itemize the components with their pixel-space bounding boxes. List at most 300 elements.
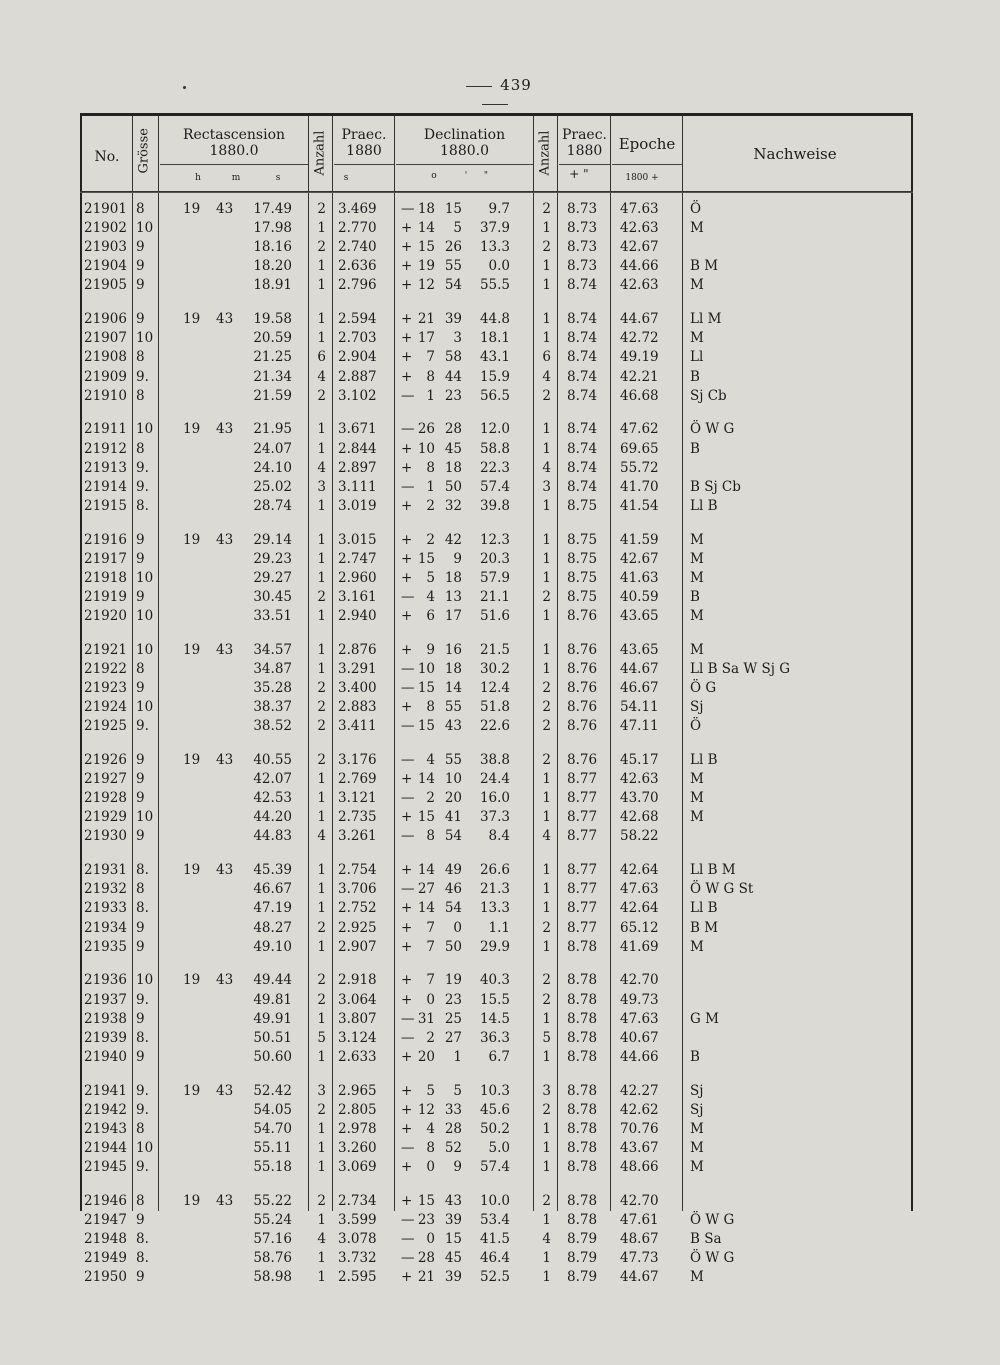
cell-ds: 0.0 [488,258,510,275]
cell-no: 21911 [84,421,127,438]
rule-dec-n [533,116,534,1211]
cell-mag: 10 [136,699,154,716]
cell-no: 21902 [84,220,127,237]
cell-dm: 18 [444,660,462,677]
cell-ref: Ll B [690,900,718,917]
cell-sign: + [401,641,413,658]
cell-sign: + [401,1159,413,1175]
cell-s: 21.25 [253,349,292,366]
cell-p: 2.703 [338,330,377,347]
cell-sign: — [401,1139,415,1156]
cell-ref: M [690,1269,704,1286]
cell-ds: 8.4 [488,828,510,845]
cell-pd: 8.74 [567,387,598,404]
cell-h: 19 [183,311,201,328]
cell-d: 8 [426,699,435,716]
cell-pd: 8.77 [567,919,598,936]
cell-dm: 25 [444,1010,462,1027]
cell-n: 1 [317,809,326,826]
cell-ds: 12.3 [479,531,510,548]
cell-ds: 36.3 [479,1029,510,1046]
cell-mag: 9 [136,258,145,275]
cell-no: 21934 [84,919,127,936]
cell-s: 19.58 [253,311,292,328]
cell-dm: 55 [444,258,462,275]
cell-pd: 8.73 [567,239,598,256]
cell-s: 34.87 [253,660,292,677]
cell-ref: M [690,608,704,624]
cell-s: 42.07 [253,771,292,788]
cell-p: 3.469 [338,201,377,217]
cell-s: 49.91 [253,1010,292,1027]
cell-ds: 38.8 [479,752,510,768]
header-ra-epoch: 1880.0 [209,143,259,159]
cell-ep: 42.68 [620,809,659,826]
cell-n2: 1 [542,1139,551,1156]
cell-pd: 8.77 [567,771,598,788]
cell-ref: B [690,588,700,605]
cell-ds: 37.3 [479,809,510,826]
cell-pd: 8.76 [567,608,598,624]
cell-n: 1 [317,220,326,237]
cell-pd: 8.75 [567,550,598,567]
cell-pd: 8.78 [567,938,598,955]
cell-ds: 26.6 [479,862,510,879]
cell-p: 2.734 [338,1192,377,1209]
cell-no: 21901 [84,201,127,217]
cell-s: 28.74 [253,497,292,514]
header-anzahl-2: Anzahl [537,130,553,176]
cell-ds: 51.6 [479,608,510,624]
cell-pd: 8.74 [567,311,598,328]
cell-pd: 8.79 [567,1231,598,1247]
page-number: 439 [440,76,550,112]
cell-mag: 8 [136,1120,145,1137]
cell-mag: 9 [136,938,145,955]
cell-ds: 37.9 [479,220,510,237]
cell-n: 2 [317,1192,326,1209]
cell-p: 3.078 [338,1231,377,1247]
cell-n: 5 [317,1029,326,1046]
cell-n2: 1 [542,660,551,677]
cell-ref: M [690,938,704,955]
cell-s: 34.57 [253,641,292,658]
cell-mag: 9. [136,478,149,495]
cell-p: 2.907 [338,938,377,955]
cell-sign: + [401,972,413,989]
cell-p: 3.064 [338,991,377,1008]
cell-n: 1 [317,1139,326,1156]
cell-ep: 42.72 [620,330,659,347]
header-anzahl: Anzahl [312,130,328,176]
cell-ep: 42.67 [620,239,659,256]
cell-mag: 8 [136,387,145,404]
cell-dm: 15 [444,201,462,217]
cell-ds: 13.3 [479,239,510,256]
cell-d: 14 [417,900,435,917]
cell-n2: 1 [542,497,551,514]
cell-ref: Ö [690,201,702,217]
cell-pd: 8.77 [567,828,598,845]
cell-ds: 57.4 [479,478,510,495]
header-praec-dec-year: 1880 [566,143,603,159]
cell-no: 21922 [84,660,127,677]
cell-pd: 8.78 [567,1010,598,1027]
cell-ds: 58.8 [479,440,510,457]
cell-ds: 53.4 [479,1211,510,1228]
cell-ref: Sj [690,1101,704,1118]
cell-no: 21906 [84,311,127,328]
cell-d: 7 [426,919,435,936]
cell-n2: 1 [542,790,551,807]
cell-p: 3.161 [338,588,377,605]
cell-no: 21941 [84,1082,127,1099]
cell-n: 1 [317,311,326,328]
cell-n: 4 [317,368,326,385]
cell-s: 18.16 [253,239,292,256]
cell-d: 15 [417,718,435,735]
header-praec-dec-unit: + " [569,167,589,181]
header-no: No. [94,149,120,165]
rule-ra-n [308,116,309,1211]
cell-p: 2.960 [338,569,377,586]
cell-n: 2 [317,699,326,716]
cell-mag: 9 [136,239,145,256]
header-praec-dec: Praec. [561,127,608,143]
cell-dm: 13 [444,588,462,605]
cell-no: 21945 [84,1159,127,1175]
cell-h: 19 [183,531,201,548]
cell-sign: — [401,201,415,217]
cell-dm: 20 [444,790,462,807]
cell-m: 43 [216,862,234,879]
cell-n2: 1 [542,311,551,328]
cell-ep: 69.65 [620,440,659,457]
cell-no: 21942 [84,1101,127,1118]
cell-h: 19 [183,641,201,658]
cell-pd: 8.79 [567,1269,598,1286]
cell-n: 2 [317,588,326,605]
cell-s: 58.76 [253,1250,292,1267]
cell-sign: — [401,828,415,845]
header-praec-ra: Praec. [341,127,387,143]
cell-s: 58.98 [253,1269,292,1286]
cell-ep: 45.17 [620,752,659,768]
cell-ep: 54.11 [620,699,659,716]
cell-ds: 21.3 [479,881,510,898]
rule-no-mag [132,116,133,1211]
rule-ep-ref [682,116,683,1211]
cell-p: 2.876 [338,641,377,658]
header-rule-2 [80,192,913,193]
cell-ref: Ll [690,349,704,366]
rule-left [80,116,82,1211]
cell-ref: M [690,531,704,548]
cell-ep: 70.76 [620,1120,659,1137]
cell-dm: 9 [453,1159,462,1175]
header-praec-ra-year: 1880 [346,143,382,159]
cell-mag: 8 [136,440,145,457]
cell-ds: 6.7 [488,1048,510,1065]
cell-n2: 2 [542,588,551,605]
cell-no: 21907 [84,330,127,347]
cell-no: 21937 [84,991,127,1008]
cell-pd: 8.75 [567,569,598,586]
cell-ep: 47.63 [620,201,659,217]
cell-p: 2.595 [338,1269,377,1286]
cell-d: 1 [426,387,435,404]
cell-dm: 26 [444,239,462,256]
cell-p: 3.069 [338,1159,377,1175]
cell-no: 21917 [84,550,127,567]
cell-ep: 42.64 [620,900,659,917]
cell-s: 21.59 [253,387,292,404]
cell-ep: 43.70 [620,790,659,807]
cell-d: 7 [426,349,435,366]
cell-n2: 3 [542,478,551,495]
cell-n: 1 [317,1211,326,1228]
cell-p: 2.965 [338,1082,377,1099]
cell-n: 1 [317,790,326,807]
cell-ep: 42.70 [620,1192,659,1209]
cell-s: 50.60 [253,1048,292,1065]
cell-n: 2 [317,239,326,256]
cell-d: 27 [417,881,435,898]
rule-praecdec-ep [610,116,611,1211]
cell-sign: — [401,752,415,768]
cell-sign: + [401,919,413,936]
cell-s: 55.24 [253,1211,292,1228]
cell-n: 2 [317,387,326,404]
cell-n2: 2 [542,972,551,989]
cell-n2: 1 [542,1159,551,1175]
cell-sign: — [401,680,415,696]
cell-p: 3.807 [338,1010,377,1027]
cell-ep: 42.70 [620,972,659,989]
cell-ref: Ll B [690,752,718,768]
cell-sign: + [401,1120,413,1137]
cell-n: 1 [317,277,326,294]
cell-s: 38.37 [253,699,292,716]
cell-pd: 8.76 [567,752,598,768]
cell-p: 3.176 [338,752,377,768]
cell-h: 19 [183,201,201,217]
cell-n2: 2 [542,680,551,696]
cell-s: 33.51 [253,608,292,624]
cell-dm: 58 [444,349,462,366]
cell-n2: 1 [542,1250,551,1267]
cell-m: 43 [216,531,234,548]
cell-ds: 44.8 [479,311,510,328]
cell-no: 21903 [84,239,127,256]
header-dec-deg: o [431,171,437,181]
cell-d: 15 [417,550,435,567]
cell-no: 21929 [84,809,127,826]
cell-pd: 8.74 [567,277,598,294]
cell-s: 55.18 [253,1159,292,1175]
cell-ref: M [690,771,704,788]
cell-dm: 54 [444,828,462,845]
cell-d: 12 [417,1101,435,1118]
cell-n: 1 [317,608,326,624]
cell-mag: 9. [136,459,149,476]
cell-ds: 40.3 [479,972,510,989]
cell-n2: 1 [542,1120,551,1137]
cell-d: 8 [426,1139,435,1156]
cell-sign: — [401,478,415,495]
cell-no: 21904 [84,258,127,275]
cell-no: 21935 [84,938,127,955]
cell-n2: 2 [542,752,551,768]
cell-d: 17 [417,330,435,347]
cell-dm: 43 [444,718,462,735]
cell-d: 0 [426,1159,435,1175]
cell-h: 19 [183,862,201,879]
cell-ep: 42.27 [620,1082,659,1099]
cell-p: 2.633 [338,1048,377,1065]
cell-ref: B M [690,919,719,936]
rule-praec-dec [394,116,395,1211]
cell-ref: M [690,220,704,237]
cell-mag: 10 [136,1139,154,1156]
cell-s: 30.45 [253,588,292,605]
cell-ds: 18.1 [479,330,510,347]
cell-no: 21926 [84,752,127,768]
cell-p: 3.599 [338,1211,377,1228]
cell-sign: — [401,1231,415,1247]
cell-n2: 1 [542,277,551,294]
cell-dm: 18 [444,459,462,476]
cell-dm: 39 [444,311,462,328]
cell-ep: 43.67 [620,1139,659,1156]
cell-sign: — [401,660,415,677]
cell-m: 43 [216,1082,234,1099]
cell-p: 2.904 [338,349,377,366]
cell-d: 2 [426,790,435,807]
cell-n2: 2 [542,239,551,256]
cell-dm: 9 [453,550,462,567]
cell-ep: 47.63 [620,1010,659,1027]
rule-n-praecdec [557,116,558,1211]
cell-pd: 8.78 [567,1159,598,1175]
cell-pd: 8.73 [567,220,598,237]
cell-p: 3.111 [338,478,377,495]
cell-ref: M [690,277,704,294]
cell-p: 2.752 [338,900,377,917]
print-dot [183,86,186,89]
cell-no: 21936 [84,972,127,989]
cell-p: 2.897 [338,459,377,476]
cell-m: 43 [216,752,234,768]
cell-p: 2.978 [338,1120,377,1137]
cell-n: 1 [317,440,326,457]
cell-ds: 1.1 [488,919,510,936]
cell-mag: 8 [136,881,145,898]
cell-s: 35.28 [253,680,292,696]
cell-sign: + [401,569,413,586]
cell-dm: 17 [444,608,462,624]
cell-ds: 30.2 [479,660,510,677]
cell-sign: + [401,258,413,275]
cell-pd: 8.74 [567,440,598,457]
cell-mag: 8. [136,862,149,879]
cell-sign: + [401,991,413,1008]
cell-n2: 1 [542,881,551,898]
cell-p: 3.121 [338,790,377,807]
cell-p: 2.805 [338,1101,377,1118]
cell-dm: 27 [444,1029,462,1046]
header-epoche-unit: 1800 + [625,173,659,183]
cell-n2: 4 [542,1231,551,1247]
cell-ep: 43.65 [620,608,659,624]
cell-s: 47.19 [253,900,292,917]
cell-n2: 1 [542,1211,551,1228]
cell-n: 1 [317,641,326,658]
cell-s: 20.59 [253,330,292,347]
cell-mag: 10 [136,809,154,826]
cell-dm: 18 [444,569,462,586]
cell-pd: 8.75 [567,531,598,548]
cell-mag: 8. [136,900,149,917]
cell-d: 10 [417,660,435,677]
cell-no: 21949 [84,1250,127,1267]
cell-pd: 8.78 [567,1211,598,1228]
cell-ref: Sj [690,699,704,716]
cell-d: 8 [426,828,435,845]
cell-no: 21943 [84,1120,127,1137]
cell-ds: 5.0 [488,1139,510,1156]
header-nachweise: Nachweise [753,145,837,163]
cell-ds: 46.4 [479,1250,510,1267]
cell-no: 21946 [84,1192,127,1209]
cell-dm: 32 [444,497,462,514]
cell-mag: 9. [136,991,149,1008]
cell-ds: 45.6 [479,1101,510,1118]
cell-n: 1 [317,1269,326,1286]
cell-n2: 1 [542,258,551,275]
cell-n: 6 [317,349,326,366]
cell-ep: 43.65 [620,641,659,658]
cell-mag: 9. [136,368,149,385]
cell-sign: + [401,771,413,788]
header-dec-epoch: 1880.0 [440,143,489,159]
cell-ref: Ö W G [690,1211,735,1228]
cell-pd: 8.76 [567,680,598,696]
cell-s: 55.11 [253,1139,292,1156]
cell-n: 1 [317,1159,326,1175]
cell-s: 49.81 [253,991,292,1008]
cell-pd: 8.78 [567,1192,598,1209]
cell-no: 21918 [84,569,127,586]
cell-ep: 41.69 [620,938,659,955]
cell-ref: Ll B [690,497,718,514]
cell-d: 15 [417,680,435,696]
cell-d: 5 [426,1082,435,1099]
cell-ref: M [690,809,704,826]
cell-n: 2 [317,972,326,989]
cell-sign: — [401,1211,415,1228]
ra-subrule [160,164,308,165]
cell-h: 19 [183,752,201,768]
cell-sign: + [401,900,413,917]
cell-pd: 8.75 [567,497,598,514]
rule-mag-ra [158,116,159,1211]
cell-d: 10 [417,440,435,457]
cell-ds: 12.0 [479,421,510,438]
cell-dm: 1 [453,1048,462,1065]
cell-s: 29.27 [253,569,292,586]
cell-no: 21916 [84,531,127,548]
